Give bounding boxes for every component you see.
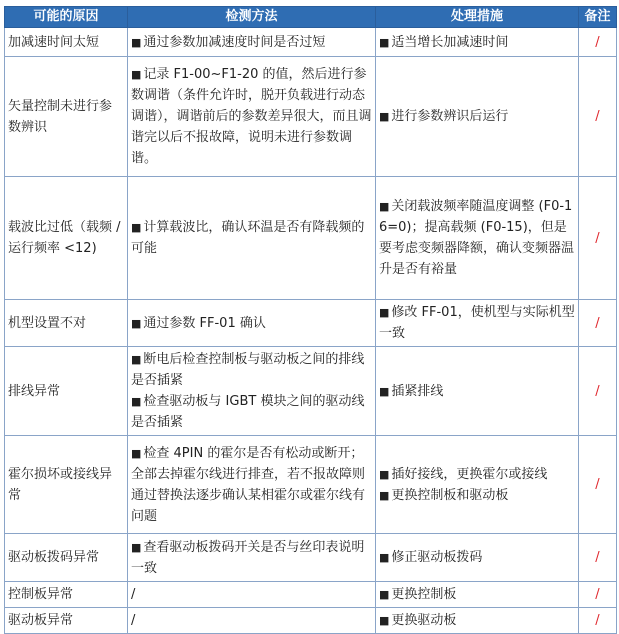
cause-cell: 控制板异常: [5, 582, 128, 608]
cause-cell: 矢量控制未进行参数辨识: [5, 57, 128, 177]
action-cell: [376, 534, 579, 582]
detect-cell: [128, 347, 376, 436]
detect-item: ■ 记录 F1-00~F1-20 的值，然后进行参数调谐（条件允许时，脱开负载进行动态调谐），调谐前后的参数差异很大，而且调谐完以后不报故障，说明未进行参数调谐。: [131, 64, 372, 169]
detect-item: ■ 通过参数加减速度时间是否过短: [131, 32, 372, 53]
detect-item: ■ 断电后检查控制板与驱动板之间的排线是否插紧: [131, 349, 372, 391]
header-cause: 可能的原因: [5, 7, 128, 28]
action-item: ■ 插好接线，更换霍尔或接线: [379, 464, 575, 485]
action-item: ■ 更换控制板和驱动板: [379, 485, 575, 506]
fault-table: [4, 6, 617, 634]
detect-cell: [128, 436, 376, 534]
remark-cell: /: [579, 300, 617, 347]
table-row: [5, 347, 617, 436]
action-item: ■ 插紧排线: [379, 381, 575, 402]
remark-cell: /: [579, 436, 617, 534]
action-cell: [376, 300, 579, 347]
remark-cell: /: [579, 177, 617, 300]
table-row: [5, 57, 617, 177]
table-row: [5, 582, 617, 608]
header-row: [5, 7, 617, 28]
action-cell: [376, 28, 579, 57]
table-row: [5, 608, 617, 634]
action-cell: [376, 608, 579, 634]
action-cell: [376, 436, 579, 534]
table-row: [5, 28, 617, 57]
detect-item: /: [131, 613, 136, 628]
cause-cell: 机型设置不对: [5, 300, 128, 347]
table-row: [5, 534, 617, 582]
cause-cell: 排线异常: [5, 347, 128, 436]
detect-cell: [128, 28, 376, 57]
detect-item: /: [131, 587, 136, 602]
detect-cell: [128, 582, 376, 608]
cause-cell: 加减速时间太短: [5, 28, 128, 57]
detect-cell: [128, 608, 376, 634]
detect-cell: [128, 534, 376, 582]
action-item: ■ 修改 FF-01，使机型与实际机型一致: [379, 302, 575, 344]
cause-cell: 驱动板拨码异常: [5, 534, 128, 582]
cause-cell: 驱动板异常: [5, 608, 128, 634]
remark-cell: /: [579, 608, 617, 634]
action-cell: [376, 582, 579, 608]
cause-cell: 霍尔损坏或接线异常: [5, 436, 128, 534]
action-item: ■ 关闭载波频率随温度调整 (F0-16=0)；提高载频 (F0-15)，但是要考虑变频器降额，确认变频器温升是否有裕量: [379, 196, 575, 280]
header-remark: 备注: [579, 7, 617, 28]
remark-cell: /: [579, 347, 617, 436]
action-item: ■ 更换驱动板: [379, 610, 575, 631]
action-item: ■ 进行参数辨识后运行: [379, 106, 575, 127]
detect-cell: [128, 300, 376, 347]
cause-cell: 载波比过低（载频 / 运行频率 <12): [5, 177, 128, 300]
detect-cell: [128, 177, 376, 300]
remark-cell: /: [579, 582, 617, 608]
header-action: 处理措施: [376, 7, 579, 28]
detect-item: ■ 计算载波比，确认环温是否有降载频的可能: [131, 217, 372, 259]
remark-cell: /: [579, 28, 617, 57]
remark-cell: /: [579, 534, 617, 582]
action-cell: [376, 177, 579, 300]
header-detect: 检测方法: [128, 7, 376, 28]
action-cell: [376, 347, 579, 436]
table-row: [5, 300, 617, 347]
detect-cell: [128, 57, 376, 177]
detect-item: ■ 检查 4PIN 的霍尔是否有松动或断开；全部去掉霍尔线进行排查，若不报故障则通过替换法逐步确认某相霍尔或霍尔线有问题: [131, 443, 372, 527]
table-row: [5, 177, 617, 300]
remark-cell: /: [579, 57, 617, 177]
action-cell: [376, 57, 579, 177]
action-item: ■ 适当增长加减速时间: [379, 32, 575, 53]
table-row: [5, 436, 617, 534]
action-item: ■ 修正驱动板拨码: [379, 547, 575, 568]
action-item: ■ 更换控制板: [379, 584, 575, 605]
detect-item: ■ 检查驱动板与 IGBT 模块之间的驱动线是否插紧: [131, 391, 372, 433]
detect-item: ■ 通过参数 FF-01 确认: [131, 313, 372, 334]
detect-item: ■ 查看驱动板拨码开关是否与丝印表说明一致: [131, 537, 372, 579]
